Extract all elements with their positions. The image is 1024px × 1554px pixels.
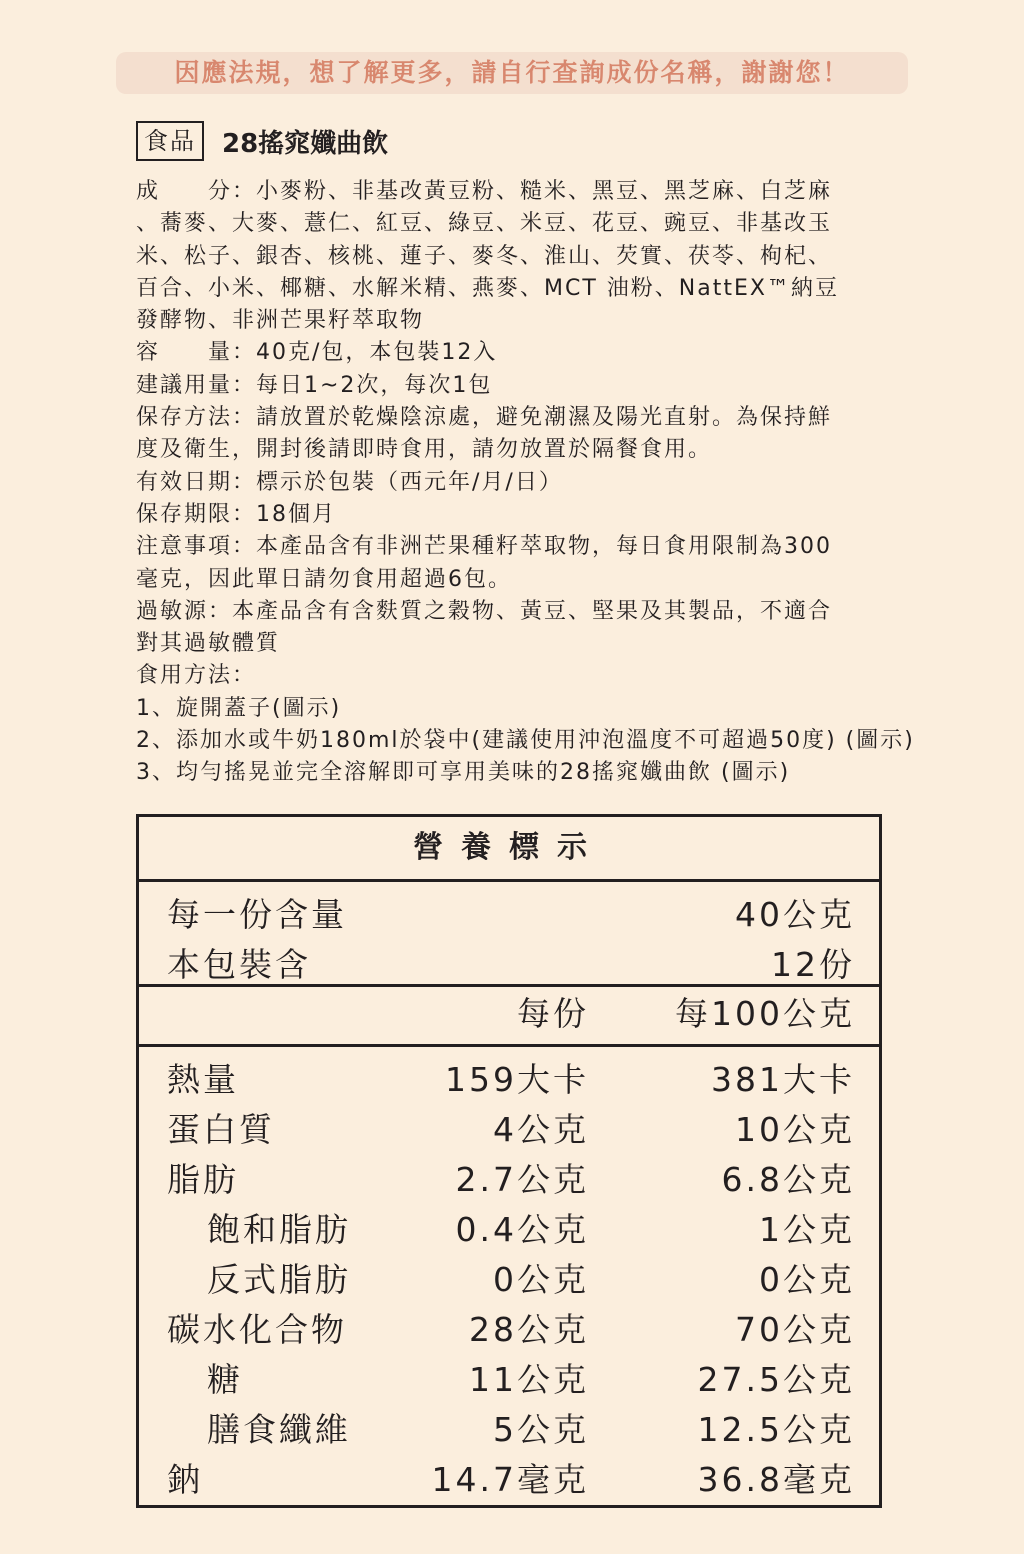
nutrient-per100: 10公克 — [735, 1110, 855, 1149]
nutrient-per: 14.7毫克 — [431, 1460, 589, 1499]
nutrient-per: 4公克 — [493, 1110, 589, 1149]
nutrient-per100: 0公克 — [759, 1260, 855, 1299]
col-per-100g: 每100公克 — [675, 994, 855, 1033]
info-line: 百合、小米、椰糖、水解米精、燕麥、MCT 油粉、NattEX™納豆 — [136, 275, 839, 301]
food-tag: 食品 — [136, 121, 204, 161]
nutrient-per100: 1公克 — [759, 1210, 855, 1249]
info-line: 容 量：40克/包，本包裝12入 — [136, 340, 498, 366]
pack-value: 12份 — [771, 945, 855, 984]
serving-label: 每一份含量 — [167, 895, 347, 934]
nutrient-name: 糖 — [207, 1360, 243, 1399]
serving-value: 40公克 — [735, 895, 855, 934]
nutrient-name: 鈉 — [167, 1460, 203, 1499]
pack-row — [139, 940, 879, 990]
info-line: 保存期限：18個月 — [136, 501, 336, 527]
serving-row — [139, 890, 879, 940]
info-line: 2、添加水或牛奶180ml於袋中(建議使用沖泡溫度不可超過50度) (圖示) — [136, 728, 915, 754]
pack-label: 本包裝含 — [167, 945, 311, 984]
table-row — [139, 1455, 879, 1505]
nutrient-name: 反式脂肪 — [207, 1260, 351, 1299]
product-heading — [136, 121, 388, 161]
nutrient-per: 5公克 — [493, 1410, 589, 1449]
info-line: 建議用量：每日1~2次，每次1包 — [136, 372, 493, 398]
table-row — [139, 1205, 879, 1255]
nutrient-per100: 12.5公克 — [697, 1410, 855, 1449]
nutrient-per100: 36.8毫克 — [697, 1460, 855, 1499]
column-header — [139, 987, 879, 1047]
info-line: 有效日期：標示於包裝（西元年/月/日） — [136, 469, 563, 495]
nutrient-name: 膳食纖維 — [207, 1410, 351, 1449]
table-row — [139, 1105, 879, 1155]
info-line: 食用方法： — [136, 663, 257, 689]
nutrient-per100: 6.8公克 — [721, 1160, 855, 1199]
info-line: 米、松子、銀杏、核桃、蓮子、麥冬、淮山、芡實、茯苓、枸杞、 — [136, 243, 833, 269]
nutrient-per100: 27.5公克 — [697, 1360, 855, 1399]
info-line: 發酵物、非洲芒果籽萃取物 — [136, 308, 425, 334]
nutrient-per: 0.4公克 — [455, 1210, 589, 1249]
info-line: 毫克，因此單日請勿食用超過6包。 — [136, 566, 512, 592]
header-row — [139, 987, 879, 1041]
table-row — [139, 1305, 879, 1355]
nutrient-name: 脂肪 — [167, 1160, 239, 1199]
product-info — [136, 176, 915, 790]
nutrient-per: 0公克 — [493, 1260, 589, 1299]
nutrient-per: 159大卡 — [445, 1060, 589, 1099]
nutrition-title: 營養標示 — [139, 817, 879, 882]
nutrient-name: 碳水化合物 — [167, 1310, 347, 1349]
nutrition-table — [136, 814, 882, 1508]
info-line: 度及衛生，開封後請即時食用，請勿放置於隔餐食用。 — [136, 437, 713, 463]
info-line: 3、均勻搖晃並完全溶解即可享用美味的28搖窕孅曲飲 (圖示) — [136, 760, 791, 786]
col-per-serving: 每份 — [517, 994, 589, 1033]
info-line: 保存方法：請放置於乾燥陰涼處，避免潮濕及陽光直射。為保持鮮 — [136, 405, 833, 431]
nutrient-name: 蛋白質 — [167, 1110, 275, 1149]
info-line: 過敏源：本產品含有含麩質之穀物、黃豆、堅果及其製品，不適合 — [136, 598, 833, 624]
nutrient-per100: 381大卡 — [711, 1060, 855, 1099]
nutrient-name: 飽和脂肪 — [207, 1210, 351, 1249]
product-name: 28搖窕孅曲飲 — [222, 128, 389, 159]
nutrient-per: 28公克 — [469, 1310, 589, 1349]
table-row — [139, 1355, 879, 1405]
regulation-notice: 因應法規，想了解更多，請自行查詢成份名稱，謝謝您！ — [116, 52, 908, 94]
table-row — [139, 1155, 879, 1205]
nutrient-rows — [139, 1047, 879, 1505]
info-line: 、蕎麥、大麥、薏仁、紅豆、綠豆、米豆、花豆、豌豆、非基改玉 — [136, 211, 833, 237]
table-row — [139, 1255, 879, 1305]
serving-section — [139, 882, 879, 987]
info-line: 成 分：小麥粉、非基改黃豆粉、糙米、黑豆、黑芝麻、白芝麻 — [136, 179, 833, 204]
table-row — [139, 1405, 879, 1455]
info-line: 1、旋開蓋子(圖示) — [136, 695, 342, 721]
info-line: 注意事項：本產品含有非洲芒果種籽萃取物，每日食用限制為300 — [136, 534, 832, 560]
nutrient-per: 11公克 — [469, 1360, 589, 1399]
nutrient-per100: 70公克 — [735, 1310, 855, 1349]
table-row — [139, 1055, 879, 1105]
nutrient-name: 熱量 — [167, 1060, 239, 1099]
info-line: 對其過敏體質 — [136, 631, 281, 657]
nutrient-per: 2.7公克 — [455, 1160, 589, 1199]
